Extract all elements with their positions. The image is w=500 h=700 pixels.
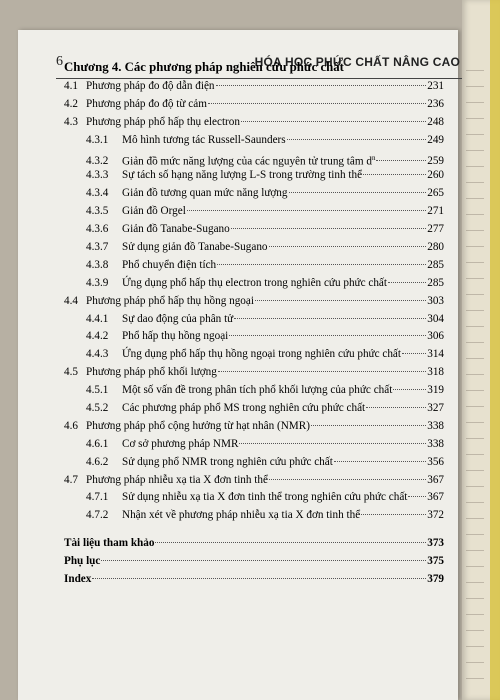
entry-title [64,553,100,571]
entry-page: 303 [427,294,444,307]
facing-page-text-line [466,326,484,327]
toc-entry [64,535,444,553]
entry-title [86,96,207,114]
facing-page-text-line [466,182,484,183]
entry-page: 318 [427,366,444,379]
entry-page: 314 [427,348,444,361]
entry-number: 4.3.9 [86,276,109,289]
facing-page-text-line [466,646,484,647]
entry-title [122,311,233,329]
facing-page-text-line [466,150,484,151]
entry-title-text: Phương pháp phổ cộng hưởng từ hạt nhân (NMR) [86,419,310,432]
dot-leader [361,514,426,515]
facing-page-text-line [466,470,484,471]
dot-leader [287,139,427,140]
entry-title [122,221,230,239]
dot-leader [217,264,426,265]
facing-page-text-line [466,534,484,535]
entry-title-text: Phương pháp phổ khối lượng [86,366,217,379]
chapter-title: Chương 4. Các phương pháp nghiên cứu phức chất [64,60,344,74]
entry-number: 4.1 [64,80,78,92]
entry-title [122,328,228,346]
entry-page: 259 [427,155,444,168]
entry-number: 4.2 [64,97,78,110]
entry-title [122,257,216,275]
entry-number: 4.6.1 [86,437,109,450]
facing-page-text-line [466,678,484,679]
facing-page-text-line [466,662,484,663]
entry-title [122,436,238,454]
entry-title-text: Phương pháp nhiễu xạ tia X đơn tinh thể [86,473,268,486]
entry-number: 4.3 [64,115,78,128]
dot-leader [218,371,426,372]
entry-number: 4.7.1 [86,491,109,504]
dot-leader [255,300,426,301]
facing-page-text-line [466,262,484,263]
entry-title-text: Sử dụng nhiễu xạ tia X đơn tinh thể trong nghiên cứu phức chất [122,491,408,504]
dot-leader [208,103,426,104]
entry-title-text: Tài liệu tham khảo [64,537,155,550]
dot-leader [216,85,427,86]
entry-page: 231 [427,80,444,92]
dot-leader [402,353,426,354]
toc-entry [64,203,444,221]
entry-title-text: Sử dụng giản đồ Tanabe-Sugano [122,241,268,254]
toc-entry [64,78,444,96]
toc-entry [64,114,444,132]
entry-title [122,132,286,150]
entry-title-text: Index [64,573,92,586]
entry-number: 4.3.6 [86,223,109,236]
entry-title [122,489,407,507]
running-title: HÓA HỌC PHỨC CHẤT NÂNG CAO [254,55,460,69]
entry-page: 265 [427,187,444,200]
dot-leader [393,389,426,390]
back-matter-entries [64,535,444,589]
entry-title-text: Nhận xét về phương pháp nhiễu xạ tia X đơn tinh thể [122,509,361,522]
dot-leader [376,160,426,161]
entry-title-text: Sự tách số hạng năng lượng L-S trong trường tinh thể [122,169,363,182]
toc-entry [64,472,444,490]
entry-number: 4.3.8 [86,258,109,271]
entry-page: 367 [427,491,444,504]
entry-page: 338 [427,437,444,450]
table-of-contents [64,56,444,589]
facing-page-text-line [466,454,484,455]
entry-number: 4.6 [64,419,78,432]
toc-entry [64,293,444,311]
dot-leader [155,542,426,543]
facing-page-text-line [466,406,484,407]
entry-title-text: Giản đồ Orgel [122,205,186,218]
entry-title-superscript: n [371,153,376,162]
entry-number: 4.5.1 [86,384,109,397]
dot-leader [269,479,426,480]
facing-page-text-line [466,198,484,199]
dot-leader [269,246,427,247]
entry-page: 319 [427,384,444,397]
dot-leader [334,461,426,462]
entry-title [122,454,333,472]
toc-entry [64,400,444,418]
toc-entry [64,311,444,329]
entry-title [122,167,362,185]
facing-page-text-line [466,630,484,631]
entry-page: 375 [427,555,444,568]
entry-title [86,293,254,311]
entry-title-text: Mô hình tương tác Russell-Saunders [122,133,286,146]
entry-page: 338 [427,419,444,432]
facing-page-text-line [466,374,484,375]
facing-page-text-line [466,598,484,599]
toc-entry [64,185,444,203]
entry-page: 327 [427,402,444,415]
toc-entry [64,346,444,364]
entry-page: 285 [427,276,444,289]
toc-entry [64,418,444,436]
toc-entry [64,167,444,185]
entry-title-text: Phương pháp đo độ dẫn điện [86,80,215,92]
dot-leader [231,228,426,229]
toc-entry [64,571,444,589]
dot-leader [234,318,426,319]
entry-title [122,203,186,221]
facing-page-text-line [466,310,484,311]
entry-number: 4.4.3 [86,348,109,361]
dot-leader [289,192,427,193]
entry-title [122,507,360,525]
entry-title [122,346,401,364]
toc-entry [64,553,444,571]
entry-title-text: Phương pháp đo độ từ cảm [86,97,207,110]
yellow-page-edge [490,0,500,700]
entry-number: 4.4.2 [86,330,109,343]
entry-page: 356 [427,455,444,468]
entry-page: 236 [427,97,444,110]
toc-entry [64,275,444,293]
facing-page-text-line [466,70,484,71]
entry-page: 304 [427,312,444,325]
entry-page: 260 [427,169,444,182]
toc-entry [64,132,444,150]
entry-title [122,275,387,293]
entry-number: 4.3.1 [86,133,109,146]
facing-page-text-line [466,118,484,119]
facing-page-text-line [466,230,484,231]
entry-page: 379 [427,573,444,586]
entry-title-text: Phương pháp phổ hấp thụ electron [86,115,240,128]
entry-page: 306 [427,330,444,343]
facing-page-text-line [466,614,484,615]
entry-title-text: Giản đồ Tanabe-Sugano [122,223,230,236]
toc-entry [64,328,444,346]
entry-title-text: Phụ lục [64,555,101,568]
facing-page-text-line [466,582,484,583]
entry-page: 249 [427,133,444,146]
entry-title-text: Giản đồ mức năng lượng của các nguyên tử trung tâm d [122,155,372,168]
entry-title [64,535,154,553]
facing-page-text-line [466,342,484,343]
facing-page-text-line [466,566,484,567]
entry-number: 4.5.2 [86,402,109,415]
facing-page-text-line [466,390,484,391]
entry-title [86,364,217,382]
facing-page-text-line [466,86,484,87]
toc-entry [64,257,444,275]
dot-leader [92,578,426,579]
facing-page-text-line [466,502,484,503]
dot-leader [311,425,426,426]
entry-title-text: Cơ sở phương pháp NMR [122,437,239,450]
entry-title-text: Ứng dụng phổ hấp thụ hồng ngoại trong nghiên cứu phức chất [122,348,402,361]
entry-title-text: Giản đồ tương quan mức năng lượng [122,187,288,200]
facing-page-text-line [466,550,484,551]
entry-title-text: Sự dao động của phân tử [122,312,234,325]
facing-page-text-line [466,438,484,439]
entry-title [86,114,240,132]
entry-title [122,382,392,400]
dot-leader [363,174,426,175]
entry-number: 4.3.7 [86,241,109,254]
entry-page: 280 [427,241,444,254]
entry-page: 372 [427,509,444,522]
entry-title [122,400,365,418]
toc-entry [64,96,444,114]
dot-leader [229,335,426,336]
entry-title-text: Ứng dụng phổ hấp thụ electron trong nghiên cứu phức chất [122,276,388,289]
dot-leader [388,282,426,283]
dot-leader [241,121,426,122]
toc-entry [64,507,444,525]
entry-number: 4.3.4 [86,187,109,200]
facing-page-text-line [466,134,484,135]
dot-leader [408,496,426,497]
entry-number: 4.3.2 [86,155,109,168]
page-number: 6 [56,54,63,69]
facing-page-text-line [466,214,484,215]
toc-entry [64,221,444,239]
toc-entry [64,436,444,454]
toc-entry [64,454,444,472]
facing-page-text-line [466,422,484,423]
entry-page: 367 [427,473,444,486]
entry-page: 277 [427,223,444,236]
entry-page: 373 [427,537,444,550]
entry-number: 4.6.2 [86,455,109,468]
facing-page-text-line [466,278,484,279]
facing-page-text-line [466,166,484,167]
toc-entries [64,78,444,525]
entry-title [86,418,310,436]
dot-leader [366,407,426,408]
entry-number: 4.3.3 [86,169,109,182]
toc-entry [64,239,444,257]
entry-number: 4.7 [64,473,78,486]
entry-title-text: Sử dụng phổ NMR trong nghiên cứu phức chất [122,455,333,468]
section-gap [64,525,444,535]
facing-page-text-line [466,294,484,295]
facing-page-text-line [466,518,484,519]
entry-number: 4.4.1 [86,312,109,325]
facing-page-text-line [466,246,484,247]
entry-number: 4.7.2 [86,509,109,522]
entry-title-text: Phổ chuyển điện tích [122,258,217,271]
entry-title [122,185,288,203]
entry-title-text: Phương pháp phổ hấp thụ hồng ngoại [86,294,254,307]
facing-page-text-line [466,358,484,359]
entry-page: 271 [427,205,444,218]
entry-title-text: Các phương pháp phổ MS trong nghiên cứu phức chất [122,402,366,415]
facing-page-text-line [466,486,484,487]
toc-entry [64,150,444,168]
entry-title [122,239,268,257]
entry-title-text: Phổ hấp thụ hồng ngoại [122,330,229,343]
facing-page-text-line [466,102,484,103]
toc-entry [64,489,444,507]
entry-number: 4.3.5 [86,205,109,218]
dot-leader [239,443,426,444]
toc-entry [64,382,444,400]
entry-number: 4.4 [64,294,78,307]
entry-title [86,472,268,490]
entry-number: 4.5 [64,366,78,379]
toc-entry [64,364,444,382]
entry-title [64,571,91,589]
dot-leader [187,210,426,211]
entry-title [86,78,215,96]
entry-page: 248 [427,115,444,128]
entry-page: 285 [427,258,444,271]
entry-title-text: Một số vấn đề trong phân tích phổ khối lượng của phức chất [122,384,393,397]
dot-leader [101,560,426,561]
